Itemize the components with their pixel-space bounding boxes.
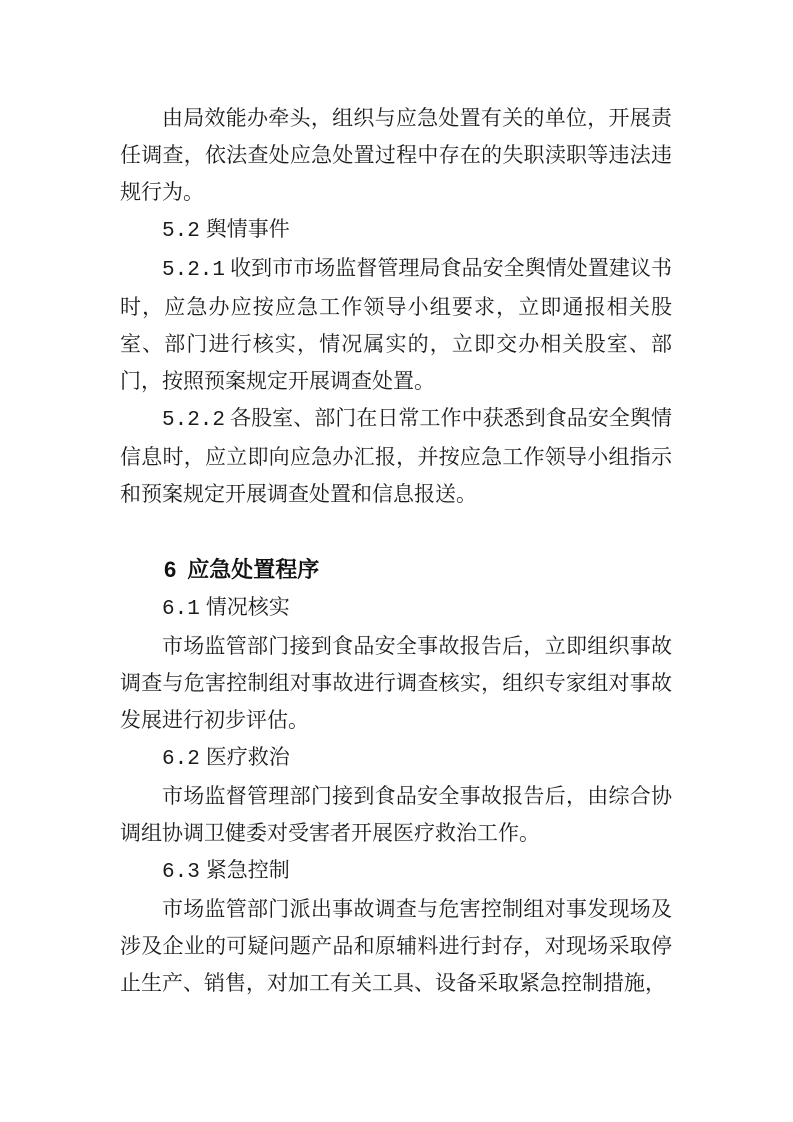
paragraph-text: 各股室、部门在日常工作中获悉到食品安全舆情信息时，应立即向应急办汇报，并按应急工作领导小组指示和预案规定开展调查处置和信息报送。 xyxy=(120,406,672,506)
paragraph-6-2-body xyxy=(120,778,672,852)
paragraph-text: 市场监督管理部门接到食品安全事故报告后，由综合协调组协调卫健委对受害者开展医疗救治工作。 xyxy=(120,784,672,845)
section-number: 6.2 xyxy=(162,748,200,771)
section-number: 5.2 xyxy=(162,220,200,243)
chapter-title: 应急处置程序 xyxy=(187,557,320,582)
section-5-2-heading xyxy=(120,211,672,250)
section-title: 紧急控制 xyxy=(205,858,290,882)
paragraph-accountability-investigation xyxy=(120,100,672,211)
paragraph-text: 市场监管部门接到食品安全事故报告后，立即组织事故调查与危害控制组对事故进行调查核实，组织专家组对事故发展进行初步评估。 xyxy=(120,634,672,732)
paragraph-text: 收到市市场监督管理局食品安全舆情处置建议书时，应急办应按应急工作领导小组要求，立即通报相关股室、部门进行核实，情况属实的，立即交办相关股室、部门，按照预案规定开展调查处置。 xyxy=(120,256,672,393)
section-6-1-heading xyxy=(120,589,672,628)
clause-number: 5.2.1 xyxy=(162,259,226,282)
section-title: 医疗救治 xyxy=(205,745,290,769)
chapter-6-heading xyxy=(120,551,672,589)
paragraph-text: 由局效能办牵头，组织与应急处置有关的单位，开展责任调查，依法查处应急处置过程中存在的失职渎职等违法违规行为。 xyxy=(120,106,672,204)
section-6-3-heading xyxy=(120,852,672,891)
paragraph-text: 市场监管部门派出事故调查与危害控制组对事发现场及涉及企业的可疑问题产品和原辅料进行封存，对现场采取停止生产、销售，对加工有关工具、设备采取紧急控制措施， xyxy=(120,897,672,995)
chapter-number: 6 xyxy=(164,557,177,582)
paragraph-5-2-2 xyxy=(120,400,672,513)
section-number: 6.3 xyxy=(162,861,200,884)
section-title: 情况核实 xyxy=(205,595,290,619)
section-6-2-heading xyxy=(120,739,672,778)
section-title: 舆情事件 xyxy=(205,217,290,241)
paragraph-5-2-1 xyxy=(120,250,672,400)
paragraph-6-3-body xyxy=(120,891,672,1002)
clause-number: 5.2.2 xyxy=(162,409,226,432)
section-number: 6.1 xyxy=(162,598,200,621)
paragraph-6-1-body xyxy=(120,628,672,739)
